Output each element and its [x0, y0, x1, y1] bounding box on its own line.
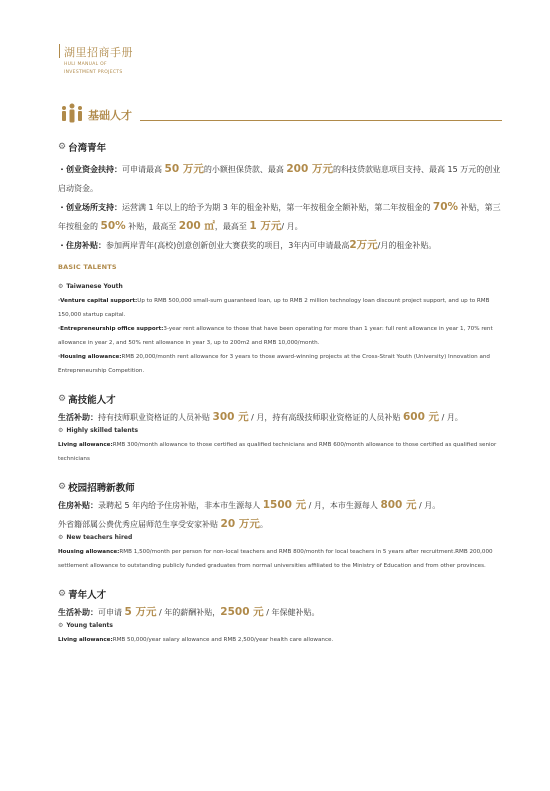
skilled-en-heading-text: Highly skilled talents — [66, 427, 139, 434]
p3-label: ・住房补贴： — [58, 241, 106, 250]
teachers-heading — [58, 480, 504, 494]
teachers-p1 — [58, 496, 504, 515]
section-header — [60, 103, 502, 123]
gear-bullet-icon: ⚙ — [58, 622, 64, 629]
taiwan-p2 — [58, 198, 504, 236]
p2-e: / 月。 — [281, 222, 303, 231]
gear-bullet-icon: ⚙ — [58, 534, 64, 541]
brand-bar — [59, 44, 60, 58]
teachers-c: / 月。 — [416, 501, 441, 510]
skilled-v1: 300 元 — [212, 411, 249, 423]
teachers-en-heading-text: New teachers hired — [66, 534, 133, 541]
youth-en-heading — [58, 622, 504, 629]
p1-v2: 200 万元 — [286, 163, 333, 175]
youth-v1: 5 万元 — [124, 606, 157, 618]
p1-b: 的小额担保贷款、最高 — [203, 165, 287, 174]
skilled-en-heading — [58, 427, 504, 434]
teachers-v2: 800 元 — [380, 499, 417, 511]
teachers-p2 — [58, 515, 504, 534]
skilled-en-label: Living allowance: — [58, 442, 113, 448]
gear-bullet-icon: ⚙ — [58, 589, 67, 599]
p1-c: 的科技贷款贴息项目支持、最高 15 万元的创业启动资金。 — [58, 165, 501, 193]
p2-a: 运营满 1 年以上的给予为期 3 年的租金补贴，第一年按租金全额补贴，第二年按租金的 — [122, 203, 433, 212]
taiwan-heading — [58, 140, 504, 154]
brand-subtitle-1: HULI MANUAL OF — [64, 62, 107, 67]
youth-a: 可申请 — [98, 608, 125, 617]
skilled-b: / 月，持有高级技师职业资格证的人员补贴 — [248, 413, 403, 422]
teachers-a: 录聘起 5 年内给予住房补贴，非本市生源每人 — [98, 501, 263, 510]
youth-en-label: Living allowance: — [58, 637, 113, 643]
youth-b: / 年的薪酬补贴， — [156, 608, 221, 617]
basic-talents-label: BASIC TALENTS — [58, 263, 117, 271]
skilled-heading-text: 高技能人才 — [68, 395, 116, 406]
gear-bullet-icon: ⚙ — [58, 482, 67, 492]
gear-bullet-icon: ⚙ — [58, 394, 67, 404]
teachers-e: 。 — [259, 520, 268, 529]
section-rule — [140, 120, 502, 121]
youth-label: 生活补助： — [58, 608, 98, 617]
youth-en-heading-text: Young talents — [66, 622, 113, 629]
taiwan-en-l2 — [58, 322, 504, 350]
brand-header — [64, 44, 133, 75]
taiwan-p1 — [58, 160, 504, 198]
p2-b: 补贴，第三年按租金的 — [58, 203, 501, 231]
skilled-label: 生活补助： — [58, 413, 98, 422]
teachers-en-label: Housing allowance: — [58, 549, 120, 555]
youth-heading-text: 青年人才 — [68, 590, 107, 601]
youth-v2: 2500 元 — [220, 606, 264, 618]
taiwan-en-l1 — [58, 294, 504, 322]
main-content — [58, 140, 504, 647]
p2-v4: 1 万元 — [249, 220, 282, 232]
p2-v2: 50% — [100, 220, 126, 232]
teachers-v3: 20 万元 — [220, 518, 260, 530]
skilled-a: 持有技师职业资格证的人员补贴 — [98, 413, 213, 422]
skilled-en-text: RMB 300/month allowance to those certified as qualified technicians and RMB 600/month allowance to those certified as qualified senior technicians — [58, 442, 497, 462]
taiwan-heading-text: 台湾青年 — [68, 143, 107, 154]
skilled-p — [58, 408, 504, 427]
p2-v1: 70% — [432, 201, 459, 213]
en-l3-label: ·Housing allowance: — [58, 354, 122, 360]
gear-bullet-icon: ⚙ — [58, 283, 64, 290]
teachers-v1: 1500 元 — [262, 499, 307, 511]
taiwan-p3 — [58, 236, 504, 255]
teachers-b: / 月，本市生源每人 — [306, 501, 381, 510]
en-l1-label: ·Venture capital support: — [58, 298, 138, 304]
taiwan-en-l3 — [58, 350, 504, 378]
teachers-en-heading — [58, 534, 504, 541]
teachers-heading-text: 校园招聘新教师 — [68, 483, 135, 494]
skilled-heading — [58, 392, 504, 406]
p1-label: ・创业资金扶持： — [58, 165, 122, 174]
teachers-en — [58, 545, 504, 573]
skilled-c: / 月。 — [439, 413, 463, 422]
taiwan-en-heading-text: Taiwanese Youth — [66, 283, 123, 290]
p2-label: ・创业场所支持： — [58, 203, 122, 212]
section-title: 基础人才 — [88, 109, 132, 122]
brand-title: 湖里招商手册 — [64, 46, 133, 59]
p2-d: ，最高至 — [214, 222, 250, 231]
en-l1-text: Up to RMB 500,000 small-sum guaranteed loan, up to RMB 2 million technology loan discount project support, and up to RMB 150,000 startup capital. — [58, 298, 490, 318]
p1-v1: 50 万元 — [164, 163, 204, 175]
p1-a: 可申请最高 — [122, 165, 165, 174]
teachers-d: 外省籍部属公费优秀应届师范生享受安家补贴 — [58, 520, 221, 529]
gear-bullet-icon: ⚙ — [58, 427, 64, 434]
en-l3-text: RMB 20,000/month rent allowance for 3 years to those award-winning projects at the Cross-Strait Youth (University) Innovation and Entrepreneurship Competition. — [58, 354, 490, 374]
youth-en-text: RMB 50,000/year salary allowance and RMB 2,500/year health care allowance. — [112, 637, 334, 643]
youth-p — [58, 603, 504, 622]
taiwan-en-heading — [58, 283, 504, 290]
youth-heading — [58, 587, 504, 601]
p2-c: 补贴，最高至 — [125, 222, 179, 231]
skilled-en — [58, 438, 504, 466]
en-l2-label: ·Entrepreneurship office support: — [58, 326, 164, 332]
p3-a: 参加两岸青年(高校)创意创新创业大赛获奖的项目，3年内可申请最高 — [106, 241, 350, 250]
brand-subtitle-2: INVESTMENT PROJECTS — [64, 69, 123, 75]
people-icon — [60, 103, 84, 125]
p2-v3: 200 ㎡ — [178, 220, 215, 232]
teachers-en-text: RMB 1,500/month per person for non-local teachers and RMB 800/month for local teachers in 5 years after recruitment.RMB 200,000 settlement allowance to outstanding publicly funded graduates from normal universities affiliated to the Ministry of Education and from other provinces. — [58, 549, 493, 569]
p3-v1: 2万元 — [349, 239, 378, 251]
teachers-label: 住房补贴： — [58, 501, 98, 510]
gear-bullet-icon: ⚙ — [58, 142, 67, 152]
youth-c: / 年保健补贴。 — [263, 608, 320, 617]
skilled-v2: 600 元 — [402, 411, 440, 423]
en-l2-text: 3-year rent allowance to those that have been operating for more than 1 year: full rent allowance in year 1, 70% rent allowance in year 2, and 50% rent allowance in year 3, up to 200m2 and RMB 10,000/month. — [58, 326, 493, 346]
p3-b: /月的租金补贴。 — [377, 241, 437, 250]
youth-en — [58, 633, 504, 647]
